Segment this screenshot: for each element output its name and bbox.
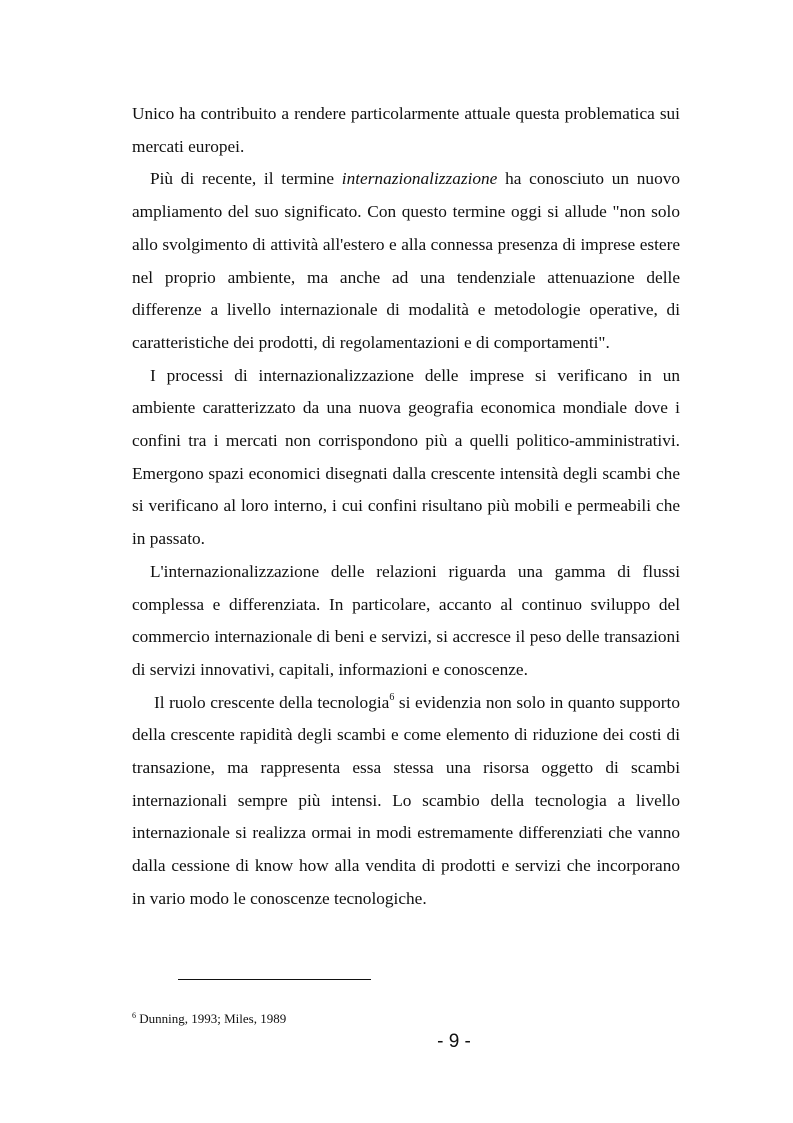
body-text bbox=[132, 98, 680, 916]
page-number: - 9 - bbox=[437, 1031, 471, 1052]
paragraph-3-text: I processi di internazionalizzazione delle imprese si verificano in un ambiente caratterizzato da una nuova geografia economica mondiale dove i confini tra i mercati non corrispondono più a quelli politico-amministrativi. Emergono spazi economici disegnati dalla crescente intensità degli scambi che si verificano al loro interno, i cui confini risultano più mobili e permeabili che in passato. bbox=[132, 365, 680, 549]
paragraph-4-text: L'internazionalizzazione delle relazioni riguarda una gamma di flussi complessa e differenziata. In particolare, accanto al continuo sviluppo del commercio internazionale di beni e servizi, si accresce il peso delle transazioni di servizi innovativi, capitali, informazioni e conoscenze. bbox=[132, 561, 680, 679]
footnote-reference: 6 bbox=[389, 691, 395, 703]
footnote bbox=[132, 1011, 286, 1027]
paragraph-5-start: Il ruolo crescente della tecnologia bbox=[154, 692, 390, 712]
paragraph-5 bbox=[132, 687, 680, 916]
italic-term: internazionalizzazione bbox=[341, 169, 498, 189]
paragraph-4 bbox=[132, 556, 680, 687]
paragraph-2-rest: ha conosciuto un nuovo ampliamento del suo significato. Con questo termine oggi si allude "non solo allo svolgimento di attività all'estero e alla connessa presenza di imprese estere nel proprio ambiente, ma anche ad una tendenziale attenuazione delle differenze a livello internazionale di modalità e metodologie operative, di caratteristiche dei prodotti, di regolamentazioni e di comportamenti". bbox=[132, 169, 680, 352]
paragraph-1-text: Unico ha contribuito a rendere particolarmente attuale questa problematica sui mercati europei. bbox=[132, 104, 680, 156]
paragraph-2-start: Più di recente, il termine bbox=[150, 169, 342, 189]
footnote-separator bbox=[178, 979, 371, 980]
paragraph-3 bbox=[132, 360, 680, 556]
paragraph-5-rest: si evidenzia non solo in quanto supporto della crescente rapidità degli scambi e come elemento di riduzione dei costi di transazione, ma rappresenta essa stessa una risorsa oggetto di scambi internazionali sempre più intensi. Lo scambio della tecnologia a livello internazionale si realizza ormai in modi estremamente differenziati che vanno dalla cessione di know how alla vendita di prodotti e servizi che incorporano in vario modo le conoscenze tecnologiche. bbox=[132, 692, 680, 908]
footnote-text: Dunning, 1993; Miles, 1989 bbox=[136, 1011, 287, 1026]
paragraph-1 bbox=[132, 98, 680, 163]
paragraph-2 bbox=[132, 163, 680, 359]
footnote-number: 6 bbox=[132, 1010, 136, 1020]
